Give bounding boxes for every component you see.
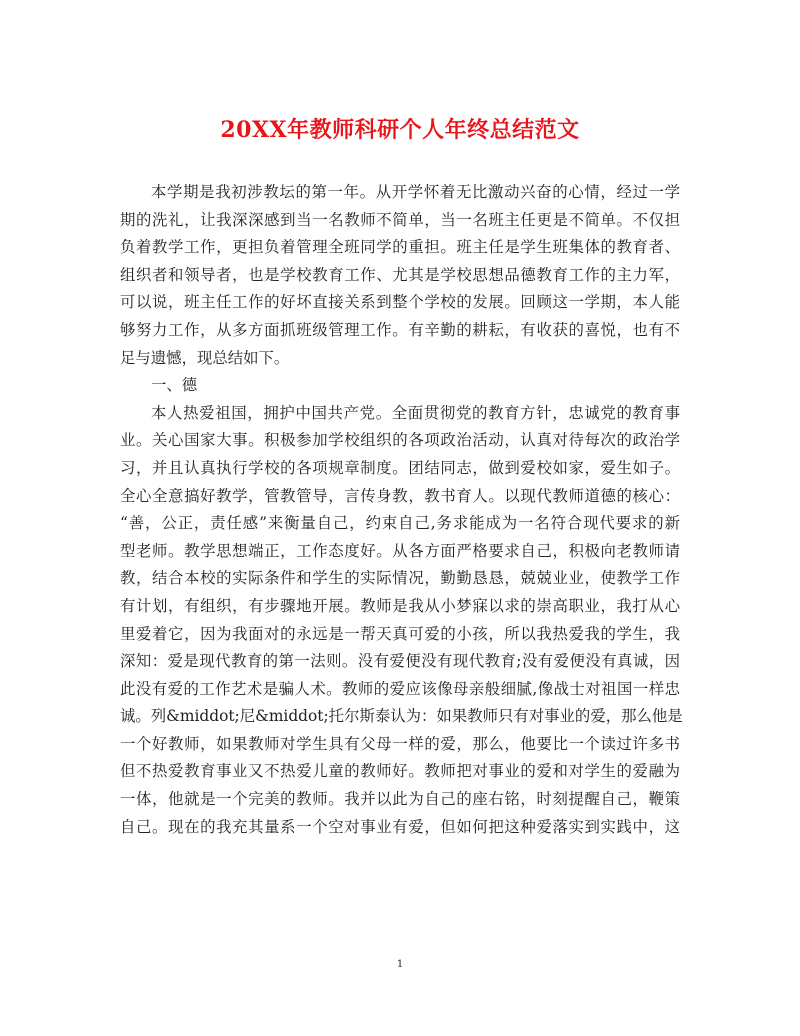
text-line: 此没有爱的工作艺术是骗人术。教师的爱应该像母亲般细腻,像战士对祖国一样忠 (120, 679, 680, 698)
text-line: 教，结合本校的实际条件和学生的实际情况，勤勤恳恳，兢兢业业，使教学工作 (120, 569, 680, 588)
page-number: 1 (396, 959, 404, 970)
text-line: 但不热爱教育事业又不热爱儿童的教师好。教师把对事业的爱和对学生的爱融为 (120, 762, 680, 781)
text-line: 可以说，班主任工作的好坏直接关系到整个学校的发展。回顾这一学期，本人能 (120, 293, 680, 312)
text-line: 本人热爱祖国，拥护中国共产党。全面贯彻党的教育方针，忠诚党的教育事 (151, 403, 680, 422)
text-line: 期的洗礼，让我深深感到当一名教师不简单，当一名班主任更是不简单。不仅担 (120, 210, 680, 229)
text-line: 有计划，有组织，有步骤地开展。教师是我从小梦寐以求的崇高职业，我打从心 (120, 596, 680, 615)
text-line: 诚。列&middot;尼&middot;托尔斯泰认为：如果教师只有对事业的爱，那么他是 (120, 707, 683, 726)
text-line: 组织者和领导者，也是学校教育工作、尤其是学校思想品德教育工作的主力军， (120, 265, 680, 284)
text-line: 里爱着它，因为我面对的永远是一帮天真可爱的小孩，所以我热爱我的学生，我 (120, 624, 680, 643)
document-title: 20XX年教师科研个人年终总结范文 (220, 117, 580, 143)
document-body (120, 179, 683, 841)
paragraph-virtue (120, 400, 683, 842)
paragraph-intro (120, 179, 680, 372)
text-line: 自己。现在的我充其量系一个空对事业有爱，但如何把这种爱落实到实践中，这 (120, 817, 680, 836)
text-line: 深知：爱是现代教育的第一法则。没有爱便没有现代教育;没有爱便没有真诚，因 (120, 652, 680, 671)
text-line: 习，并且认真执行学校的各项规章制度。团结同志，做到爱校如家，爱生如子。 (120, 458, 680, 477)
text-line: 一体，他就是一个完美的教师。我并以此为自己的座右铭，时刻提醒自己，鞭策 (120, 790, 680, 809)
text-line: 全心全意搞好教学，管教管导，言传身教，教书育人。以现代教师道德的核心： (120, 486, 680, 505)
text-line: 型老师。教学思想端正，工作态度好。从各方面严格要求自己，积极向老教师请 (120, 541, 680, 560)
text-line: 一个好教师，如果教师对学生具有父母一样的爱，那么，他要比一个读过许多书 (120, 734, 680, 753)
text-line: 够努力工作，从多方面抓班级管理工作。有辛勤的耕耘，有收获的喜悦，也有不 (120, 320, 680, 339)
section-heading: 一、德 (151, 376, 198, 395)
text-line: 业。关心国家大事。积极参加学校组织的各项政治活动，认真对待每次的政治学 (120, 431, 680, 450)
text-line: 本学期是我初涉教坛的第一年。从开学怀着无比激动兴奋的心情，经过一学 (151, 183, 680, 201)
text-line: “善，公正，责任感”来衡量自己，约束自己,务求能成为一名符合现代要求的新 (120, 514, 680, 533)
text-line: 负着教学工作，更担负着管理全班同学的重担。班主任是学生班集体的教育者、 (120, 238, 680, 257)
text-line: 足与遗憾，现总结如下。 (120, 348, 290, 367)
